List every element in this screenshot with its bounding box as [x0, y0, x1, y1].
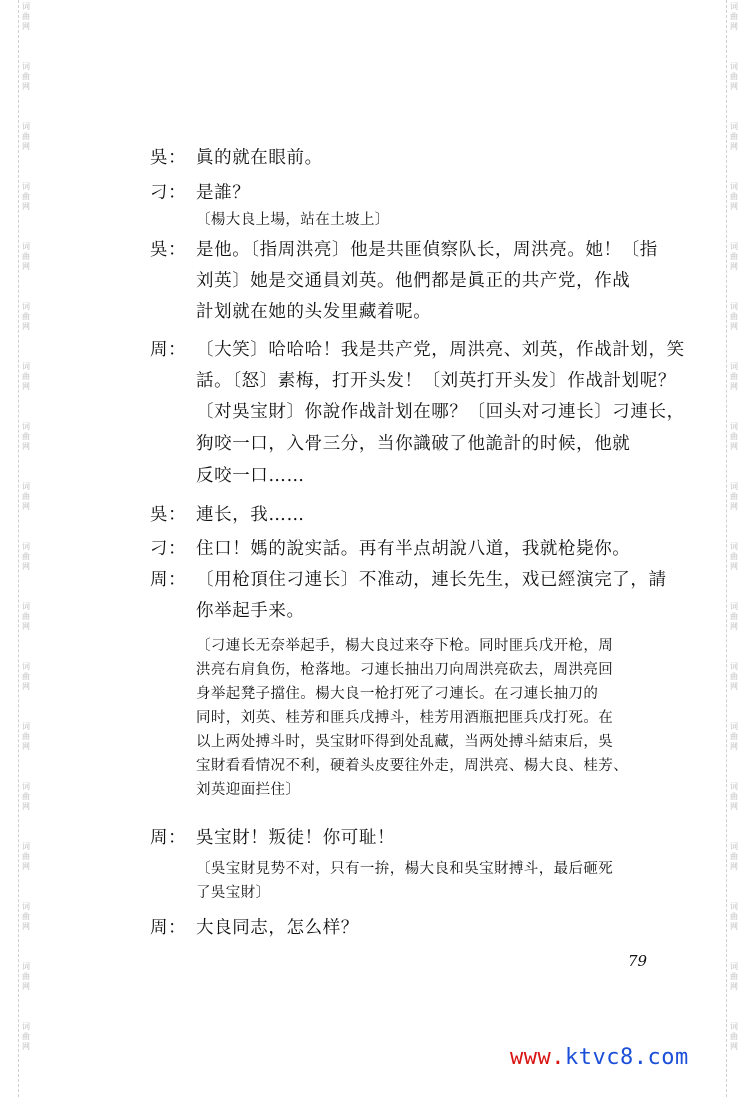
stage-direction-line: 身举起凳子擋住。楊大良一枪打死了刁連长。在刁連长抽刀的: [196, 686, 599, 702]
speaker-label: 周：: [150, 828, 187, 848]
stage-direction-line: 〔吳宝財見势不对，只有一拚，楊大良和吳宝財搏斗，最后砸死: [196, 861, 614, 877]
stage-direction-line: 〔刁連长无奈举起手，楊大良过来夺下枪。同时匪兵戊开枪，周: [196, 638, 614, 654]
watermark-label: 词 曲 网: [730, 362, 738, 391]
watermark-label: 词 曲 网: [22, 542, 30, 571]
speaker-label: 吳：: [150, 148, 187, 168]
url-prefix: www.: [510, 1045, 565, 1070]
speech-line: 是他。〔指周洪亮〕他是共匪偵察队长，周洪亮。她！〔指: [196, 240, 658, 260]
stage-direction-line: 同时，刘英、桂芳和匪兵戊搏斗，桂芳用酒瓶把匪兵戊打死。在: [196, 710, 614, 726]
speech-line: 反咬一口……: [196, 466, 305, 486]
speaker-label: 吳：: [150, 505, 187, 525]
watermark-label: 词 曲 网: [730, 482, 738, 511]
speech-line: 吳宝財！叛徒！你可耻！: [196, 828, 396, 848]
watermark-label: 词 曲 网: [22, 902, 30, 931]
stage-direction-line: 宝財看看情况不利，硬着头皮要往外走，周洪亮、楊大良、桂芳、: [196, 758, 629, 774]
url-domain: ktvc8.com: [564, 1045, 689, 1070]
speech-line: 大良同志，怎么样？: [196, 918, 359, 938]
watermark-label: 词 曲 网: [730, 962, 738, 991]
stage-direction-line: 了吳宝財〕: [196, 885, 271, 901]
speaker-label: 刁：: [150, 539, 187, 559]
watermark-label: 词 曲 网: [730, 662, 738, 691]
speech-line: 〔大笑〕哈哈哈！我是共产党，周洪亮、刘英，作战計划，笑: [196, 340, 685, 360]
watermark-label: 词 曲 网: [730, 62, 738, 91]
speech-line: 〔对吳宝財〕你說作战計划在哪？〔回头对刁連长〕刁連长，: [196, 402, 685, 422]
speech-line: 刘英〕她是交通員刘英。他們都是眞正的共产党，作战: [196, 271, 631, 291]
speaker-label: 周：: [150, 340, 187, 360]
right-margin-watermark-strip: [726, 0, 743, 1097]
speaker-label: 周：: [150, 918, 187, 938]
speaker-label: 周：: [150, 570, 187, 590]
speech-line: 你举起手来。: [196, 601, 305, 621]
speech-line: 狗咬一口，入骨三分，当你識破了他詭計的时候，他就: [196, 434, 631, 454]
watermark-label: 词 曲 网: [730, 722, 738, 751]
speech-line: 〔用枪頂住刁連长〕不准动，連长先生，戏已經演完了，請: [196, 570, 667, 590]
watermark-label: 词 曲 网: [22, 182, 30, 211]
watermark-label: 词 曲 网: [730, 842, 738, 871]
watermark-label: 词 曲 网: [22, 1022, 30, 1051]
watermark-label: 词 曲 网: [22, 302, 30, 331]
watermark-label: 词 曲 网: [730, 182, 738, 211]
stage-direction-line: 〔楊大良上場，站在土坡上〕: [196, 212, 390, 228]
watermark-label: 词 曲 网: [730, 782, 738, 811]
speech-line: 計划就在她的头发里藏着呢。: [196, 302, 432, 322]
site-url-watermark: [510, 1045, 689, 1070]
watermark-label: 词 曲 网: [730, 542, 738, 571]
speaker-label: 刁：: [150, 183, 187, 203]
watermark-label: 词 曲 网: [22, 662, 30, 691]
stage-direction-line: 洪亮右肩負伤，枪落地。刁連长抽出刀向周洪亮砍去，周洪亮回: [196, 662, 614, 678]
watermark-label: 词 曲 网: [730, 602, 738, 631]
speech-line: 是誰？: [196, 183, 251, 203]
speaker-label: 吳：: [150, 240, 187, 260]
watermark-label: 词 曲 网: [22, 362, 30, 391]
watermark-label: 词 曲 网: [22, 242, 30, 271]
watermark-label: 词 曲 网: [22, 962, 30, 991]
watermark-label: 词 曲 网: [22, 122, 30, 151]
watermark-label: 词 曲 网: [22, 2, 30, 31]
watermark-label: 词 曲 网: [22, 482, 30, 511]
watermark-label: 词 曲 网: [730, 902, 738, 931]
page-number: 79: [628, 952, 648, 970]
watermark-label: 词 曲 网: [22, 782, 30, 811]
watermark-label: 词 曲 网: [730, 2, 738, 31]
watermark-label: 词 曲 网: [22, 62, 30, 91]
left-margin-watermark-strip: [18, 0, 35, 1097]
speech-line: 連长，我……: [196, 505, 305, 525]
watermark-label: 词 曲 网: [730, 242, 738, 271]
watermark-label: 词 曲 网: [730, 302, 738, 331]
watermark-label: 词 曲 网: [22, 422, 30, 451]
speech-line: 住口！媽的說实話。再有半点胡說八道，我就枪毙你。: [196, 539, 631, 559]
speech-line: 話。〔怒〕素梅，打开头发！〔刘英打开头发〕作战計划呢？: [196, 371, 676, 391]
watermark-label: 词 曲 网: [730, 1022, 738, 1051]
watermark-label: 词 曲 网: [22, 722, 30, 751]
speech-line: 眞的就在眼前。: [196, 148, 323, 168]
watermark-label: 词 曲 网: [22, 842, 30, 871]
stage-direction-line: 以上两处搏斗时，吳宝財吓得到处乱藏，当两处搏斗結束后，吳: [196, 734, 614, 750]
watermark-label: 词 曲 网: [730, 422, 738, 451]
stage-direction-line: 刘英迎面拦住〕: [196, 782, 301, 798]
watermark-label: 词 曲 网: [730, 122, 738, 151]
watermark-label: 词 曲 网: [22, 602, 30, 631]
